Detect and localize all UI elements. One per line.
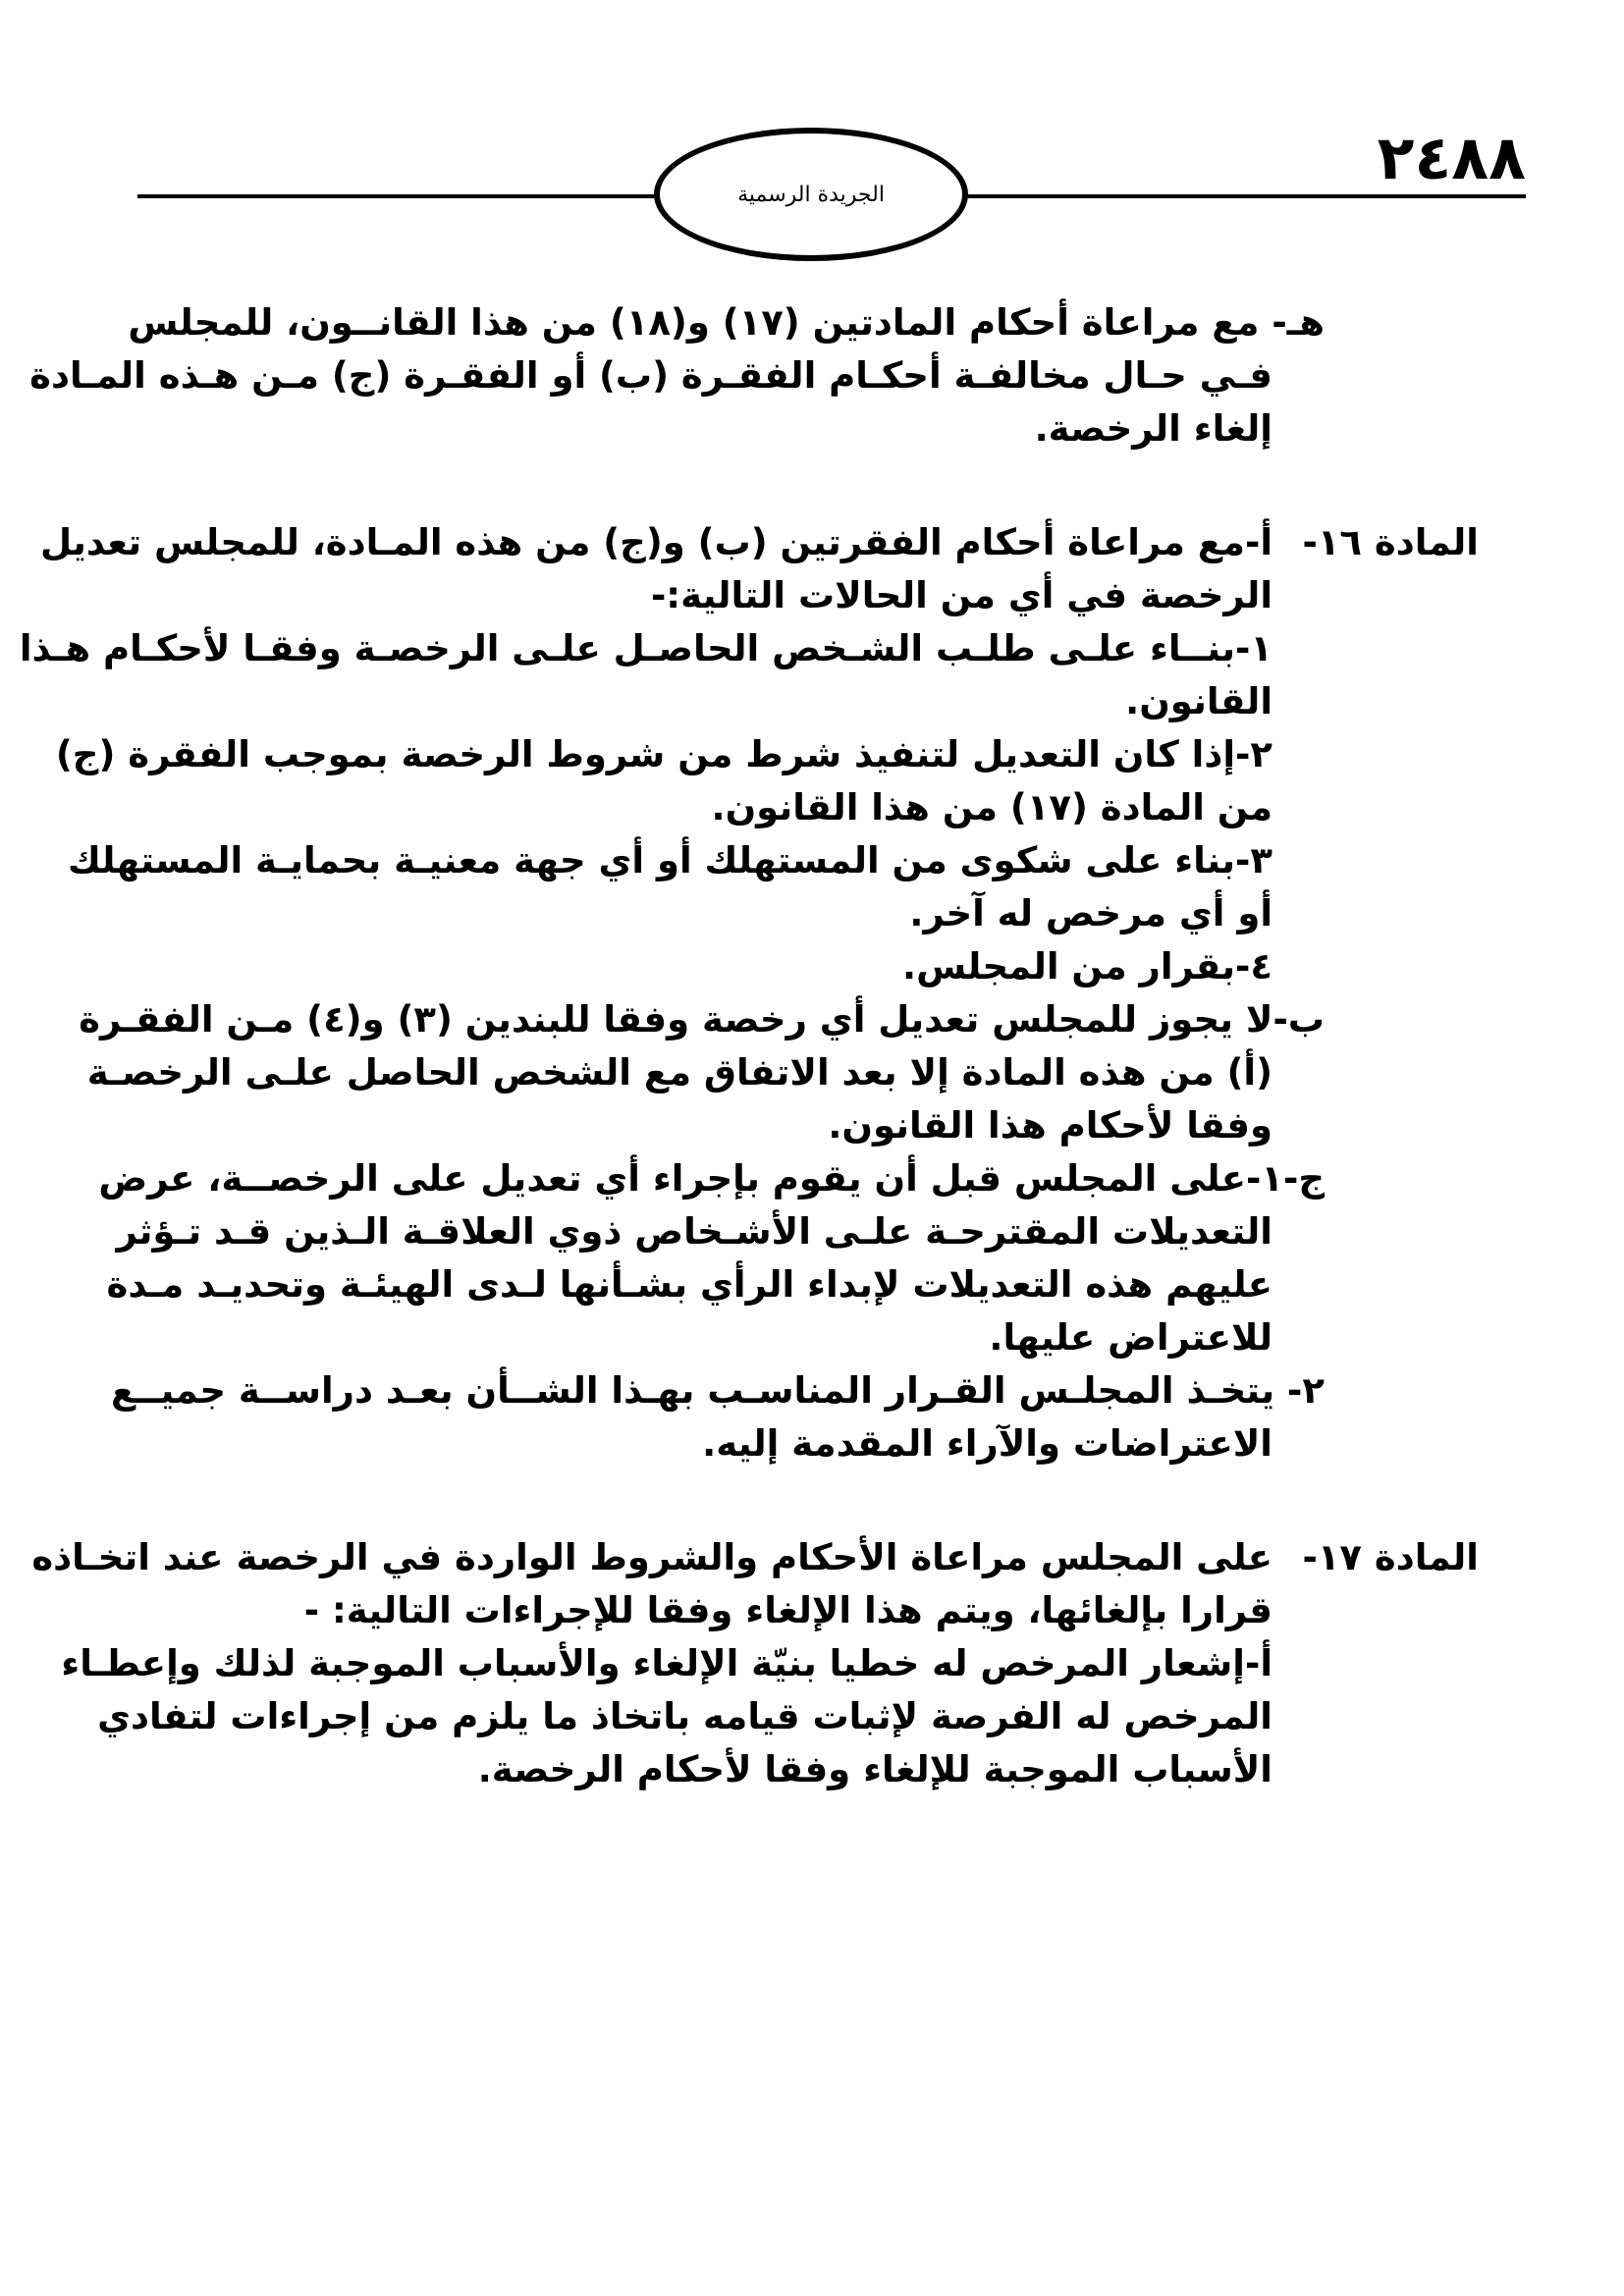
article-16-line: ٤-بقرار من المجلس. [902, 945, 1272, 988]
article-16-line: (أ) من هذه المادة إلا بعد الاتفاق مع الشخص الحاصل علـى الرخصـة [86, 1051, 1272, 1094]
page-number: ٢٤٨٨ [1377, 122, 1526, 193]
article-16-label: المادة ١٦- [1302, 521, 1479, 563]
article-16-line: ج-١-على المجلس قبل أن يقوم بإجراء أي تعديل على الرخصــة، عرض [98, 1157, 1325, 1200]
article-16-line: عليهم هذه التعديلات لإبداء الرأي بشـأنها لـدى الهيئـة وتحديـد مـدة [106, 1263, 1272, 1306]
article-16-line: ٢-إذا كان التعديل لتنفيذ شرط من شروط الرخصة بموجب الفقرة (ج) [55, 733, 1272, 775]
article-16-line: التعديلات المقترحـة علـى الأشـخاص ذوي العلاقـة الـذين قـد تـؤثر [116, 1210, 1272, 1253]
document-body [19, 296, 1479, 1796]
masthead-oval [654, 128, 968, 261]
article-16-line: ٢- يتخـذ المجلـس القـرار المناسـب بهـذا الشــأن بعـد دراســة جميــع [110, 1369, 1325, 1412]
masthead-title: الجريدة الرسمية [737, 182, 885, 207]
article-16-line: الاعتراضات والآراء المقدمة إليه. [702, 1422, 1272, 1465]
article-16-line: ب-لا يجوز للمجلس تعديل أي رخصة وفقا للبندين (٣) و(٤) مـن الفقـرة [79, 998, 1325, 1041]
para-h-line: هـ- مع مراعاة أحكام المادتين (١٧) و(١٨) من هذا القانــون، للمجلس [128, 301, 1325, 344]
article-16-line: للاعتراض عليها. [989, 1316, 1272, 1359]
article-17-label: المادة ١٧- [1302, 1536, 1479, 1578]
article-16-line: وفقا لأحكام هذا القانون. [828, 1104, 1272, 1147]
article-16-header [40, 516, 1479, 569]
para-h-line: إلغاء الرخصة. [1034, 407, 1272, 450]
article-16-line: الرخصة في أي من الحالات التالية:- [650, 574, 1272, 616]
article-16-line: ١-بنــاء علـى طلـب الشـخص الحاصـل علـى الرخصـة وفقـا لأحكـام هـذا [19, 627, 1272, 669]
article-17-line: المرخص له الفرصة لإثبات قيامه باتخاذ ما يلزم من إجراءات لتفادي [97, 1695, 1272, 1737]
article-16-line: أو أي مرخص له آخر. [909, 892, 1272, 934]
article-17-line: قرارا بإلغائها، ويتم هذا الإلغاء وفقا للإجراءات التالية: - [303, 1589, 1272, 1631]
article-16-line: ٣-بناء على شكوى من المستهلك أو أي جهة معنيـة بحمايـة المستهلك [68, 839, 1272, 881]
article-16-line: من المادة (١٧) من هذا القانون. [711, 786, 1272, 828]
para-h-line: فـي حـال مخالفـة أحكـام الفقـرة (ب) أو الفقـرة (ج) مـن هـذه المـادة [29, 354, 1272, 397]
article-17-header [31, 1531, 1479, 1584]
article-17-line: أ-إشعار المرخص له خطيا بنيّة الإلغاء والأسباب الموجبة لذلك وإعطـاء [61, 1642, 1272, 1684]
article-17-line: على المجلس مراعاة الأحكام والشروط الواردة في الرخصة عند اتخـاذه [31, 1536, 1272, 1578]
article-16-line: القانون. [1125, 680, 1272, 722]
article-16-line: أ-مع مراعاة أحكام الفقرتين (ب) و(ج) من هذه المـادة، للمجلس تعديل [40, 521, 1272, 563]
article-17-line: الأسباب الموجبة للإلغاء وفقا لأحكام الرخصة. [477, 1748, 1272, 1790]
